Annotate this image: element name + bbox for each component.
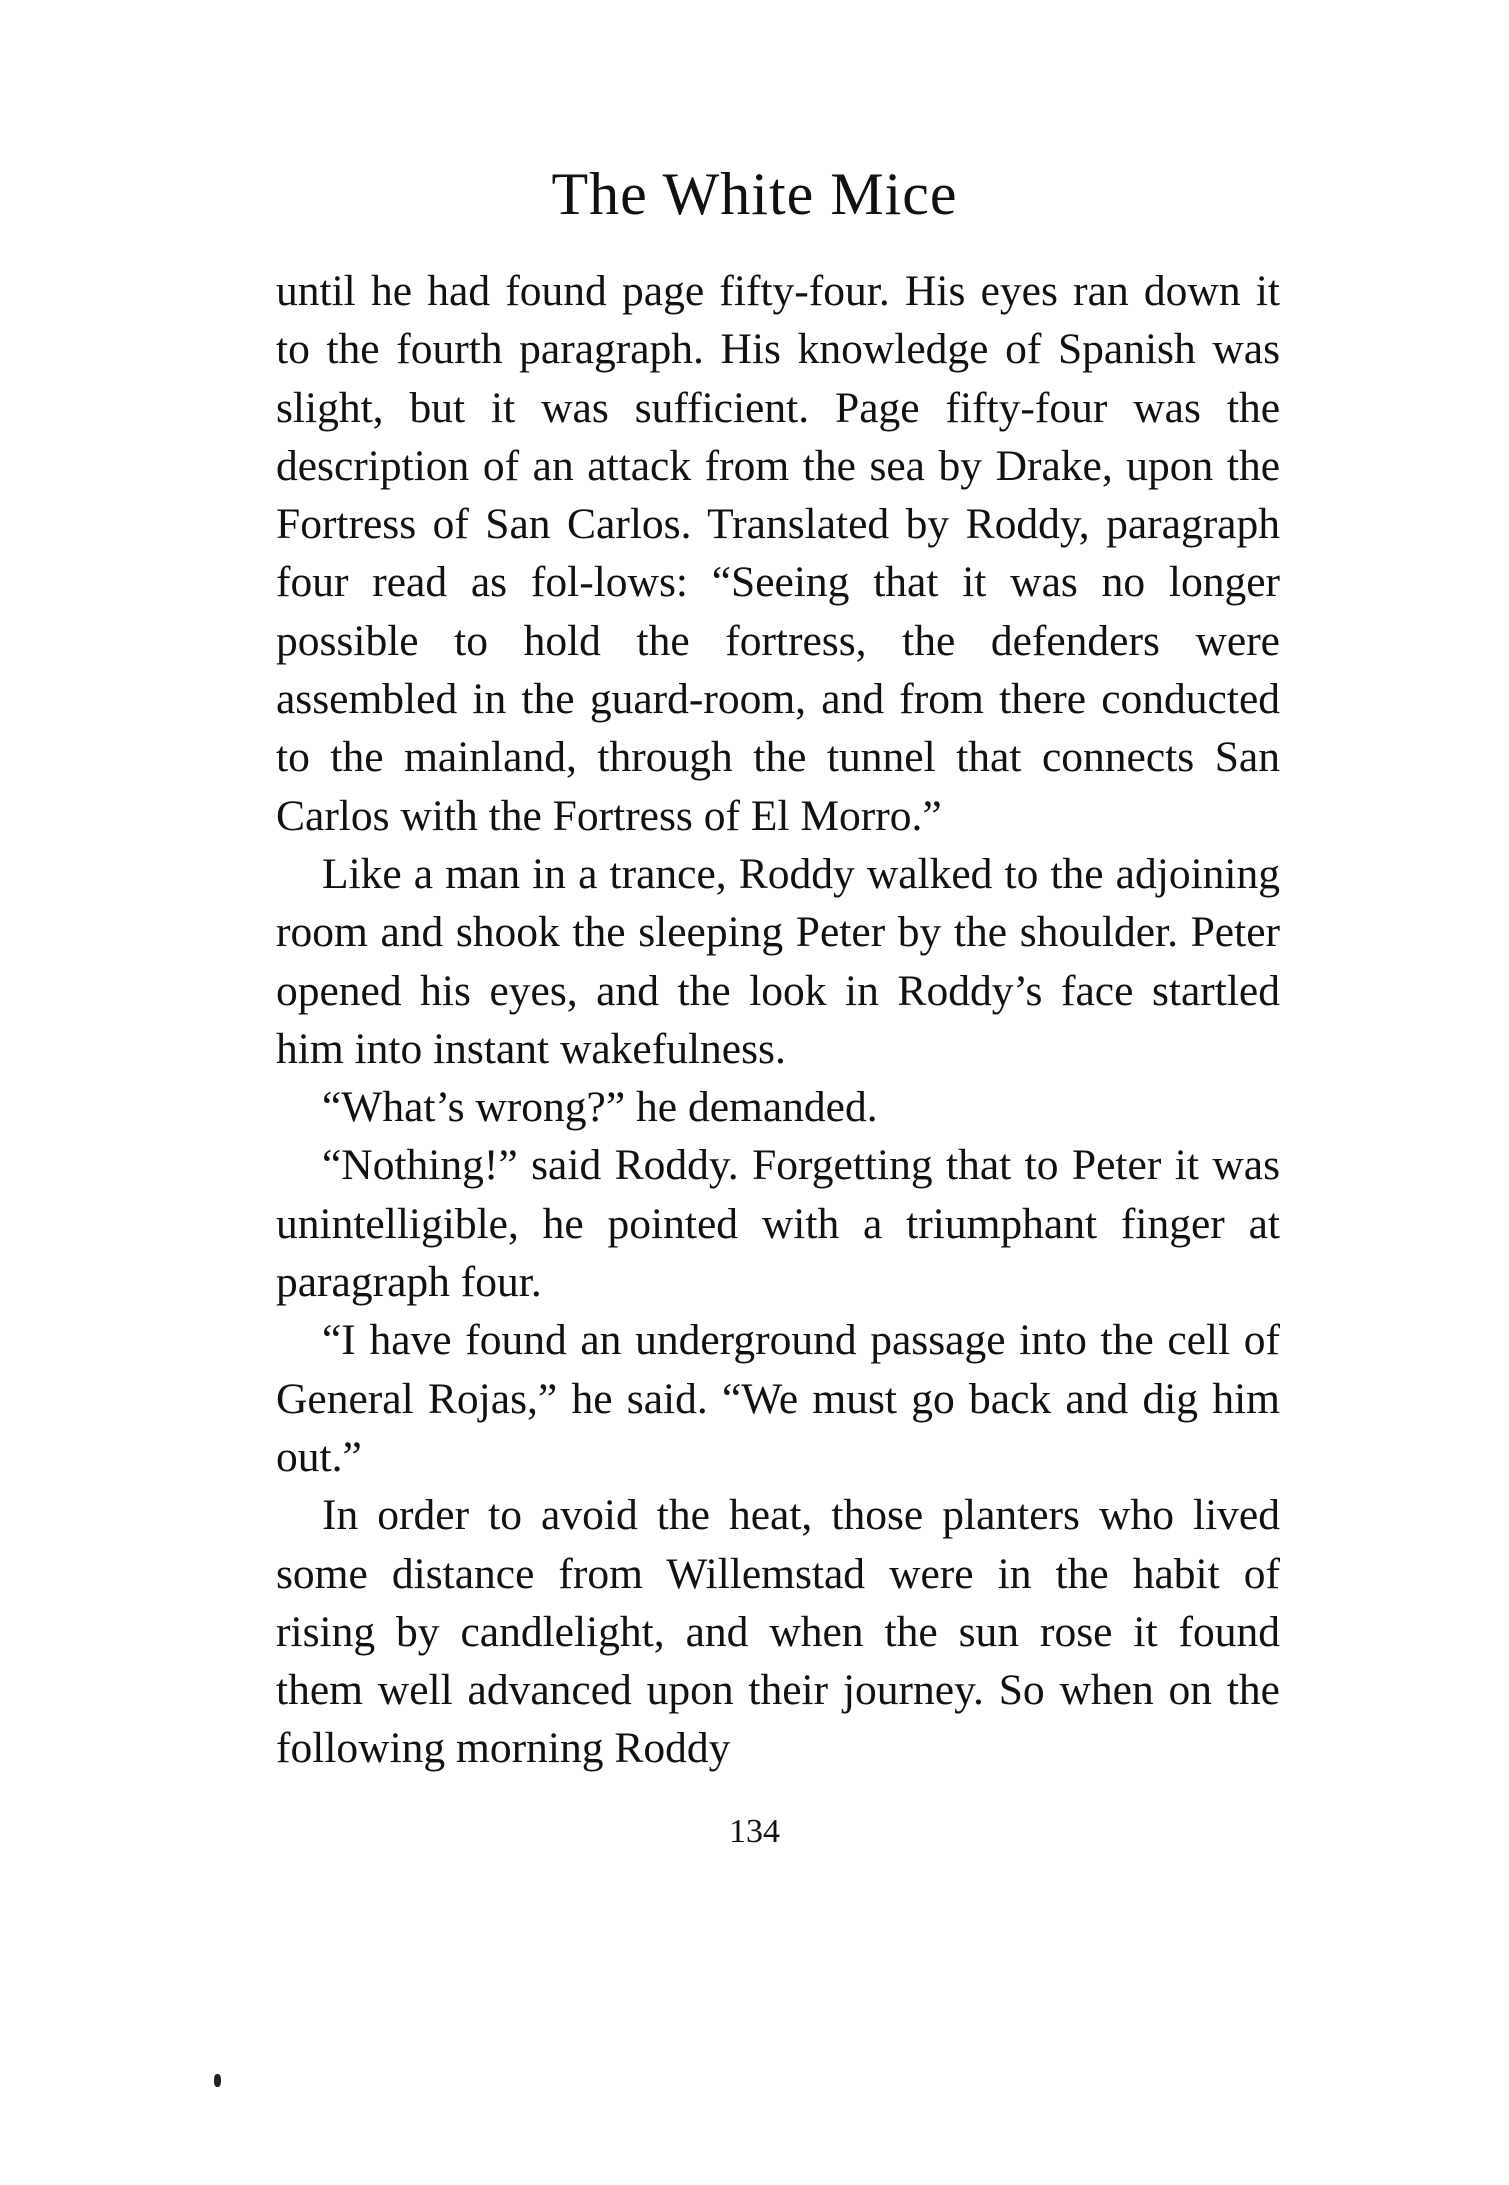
paragraph-1: until he had found page fifty-four. His eyes ran down it to the fourth paragraph. His knowledge of Spanish was slight, but it was sufficient. Page fifty-four was the description of an attack from the sea by Drake, upon the Fortress of San Carlos. Translated by Roddy, paragraph four read as fol-lows: “Seeing that it was no longer possible to hold the fortress, the defenders were assembled in the guard-room, and from there conducted to the mainland, through the tunnel that connects San Carlos with the Fortress of El Morro.”	[276, 267, 1280, 840]
page-number: 134	[729, 1813, 780, 1850]
paragraph-5: “I have found an underground passage into the cell of General Rojas,” he said. “We must go back and dig him out.”	[276, 1316, 1280, 1481]
running-head: The White Mice	[551, 161, 958, 227]
paragraph-3: “What’s wrong?” he demanded.	[322, 1083, 878, 1132]
ink-speck	[214, 2074, 221, 2087]
paragraph-4: “Nothing!” said Roddy. Forgetting that to Peter it was unintelligible, he pointed with a triumphant finger at paragraph four.	[276, 1141, 1280, 1307]
paragraph-6: In order to avoid the heat, those planters who lived some distance from Willemstad were in the habit of rising by candlelight, and when the sun rose it found them well advanced upon their journey. So when on the following morning Roddy	[276, 1491, 1280, 1773]
paragraph-2: Like a man in a trance, Roddy walked to the adjoining room and shook the sleeping Peter by the shoulder. Peter opened his eyes, and the look in Roddy’s face startled him into instant wakefulness.	[276, 849, 1280, 1073]
body-text	[276, 262, 1280, 1778]
